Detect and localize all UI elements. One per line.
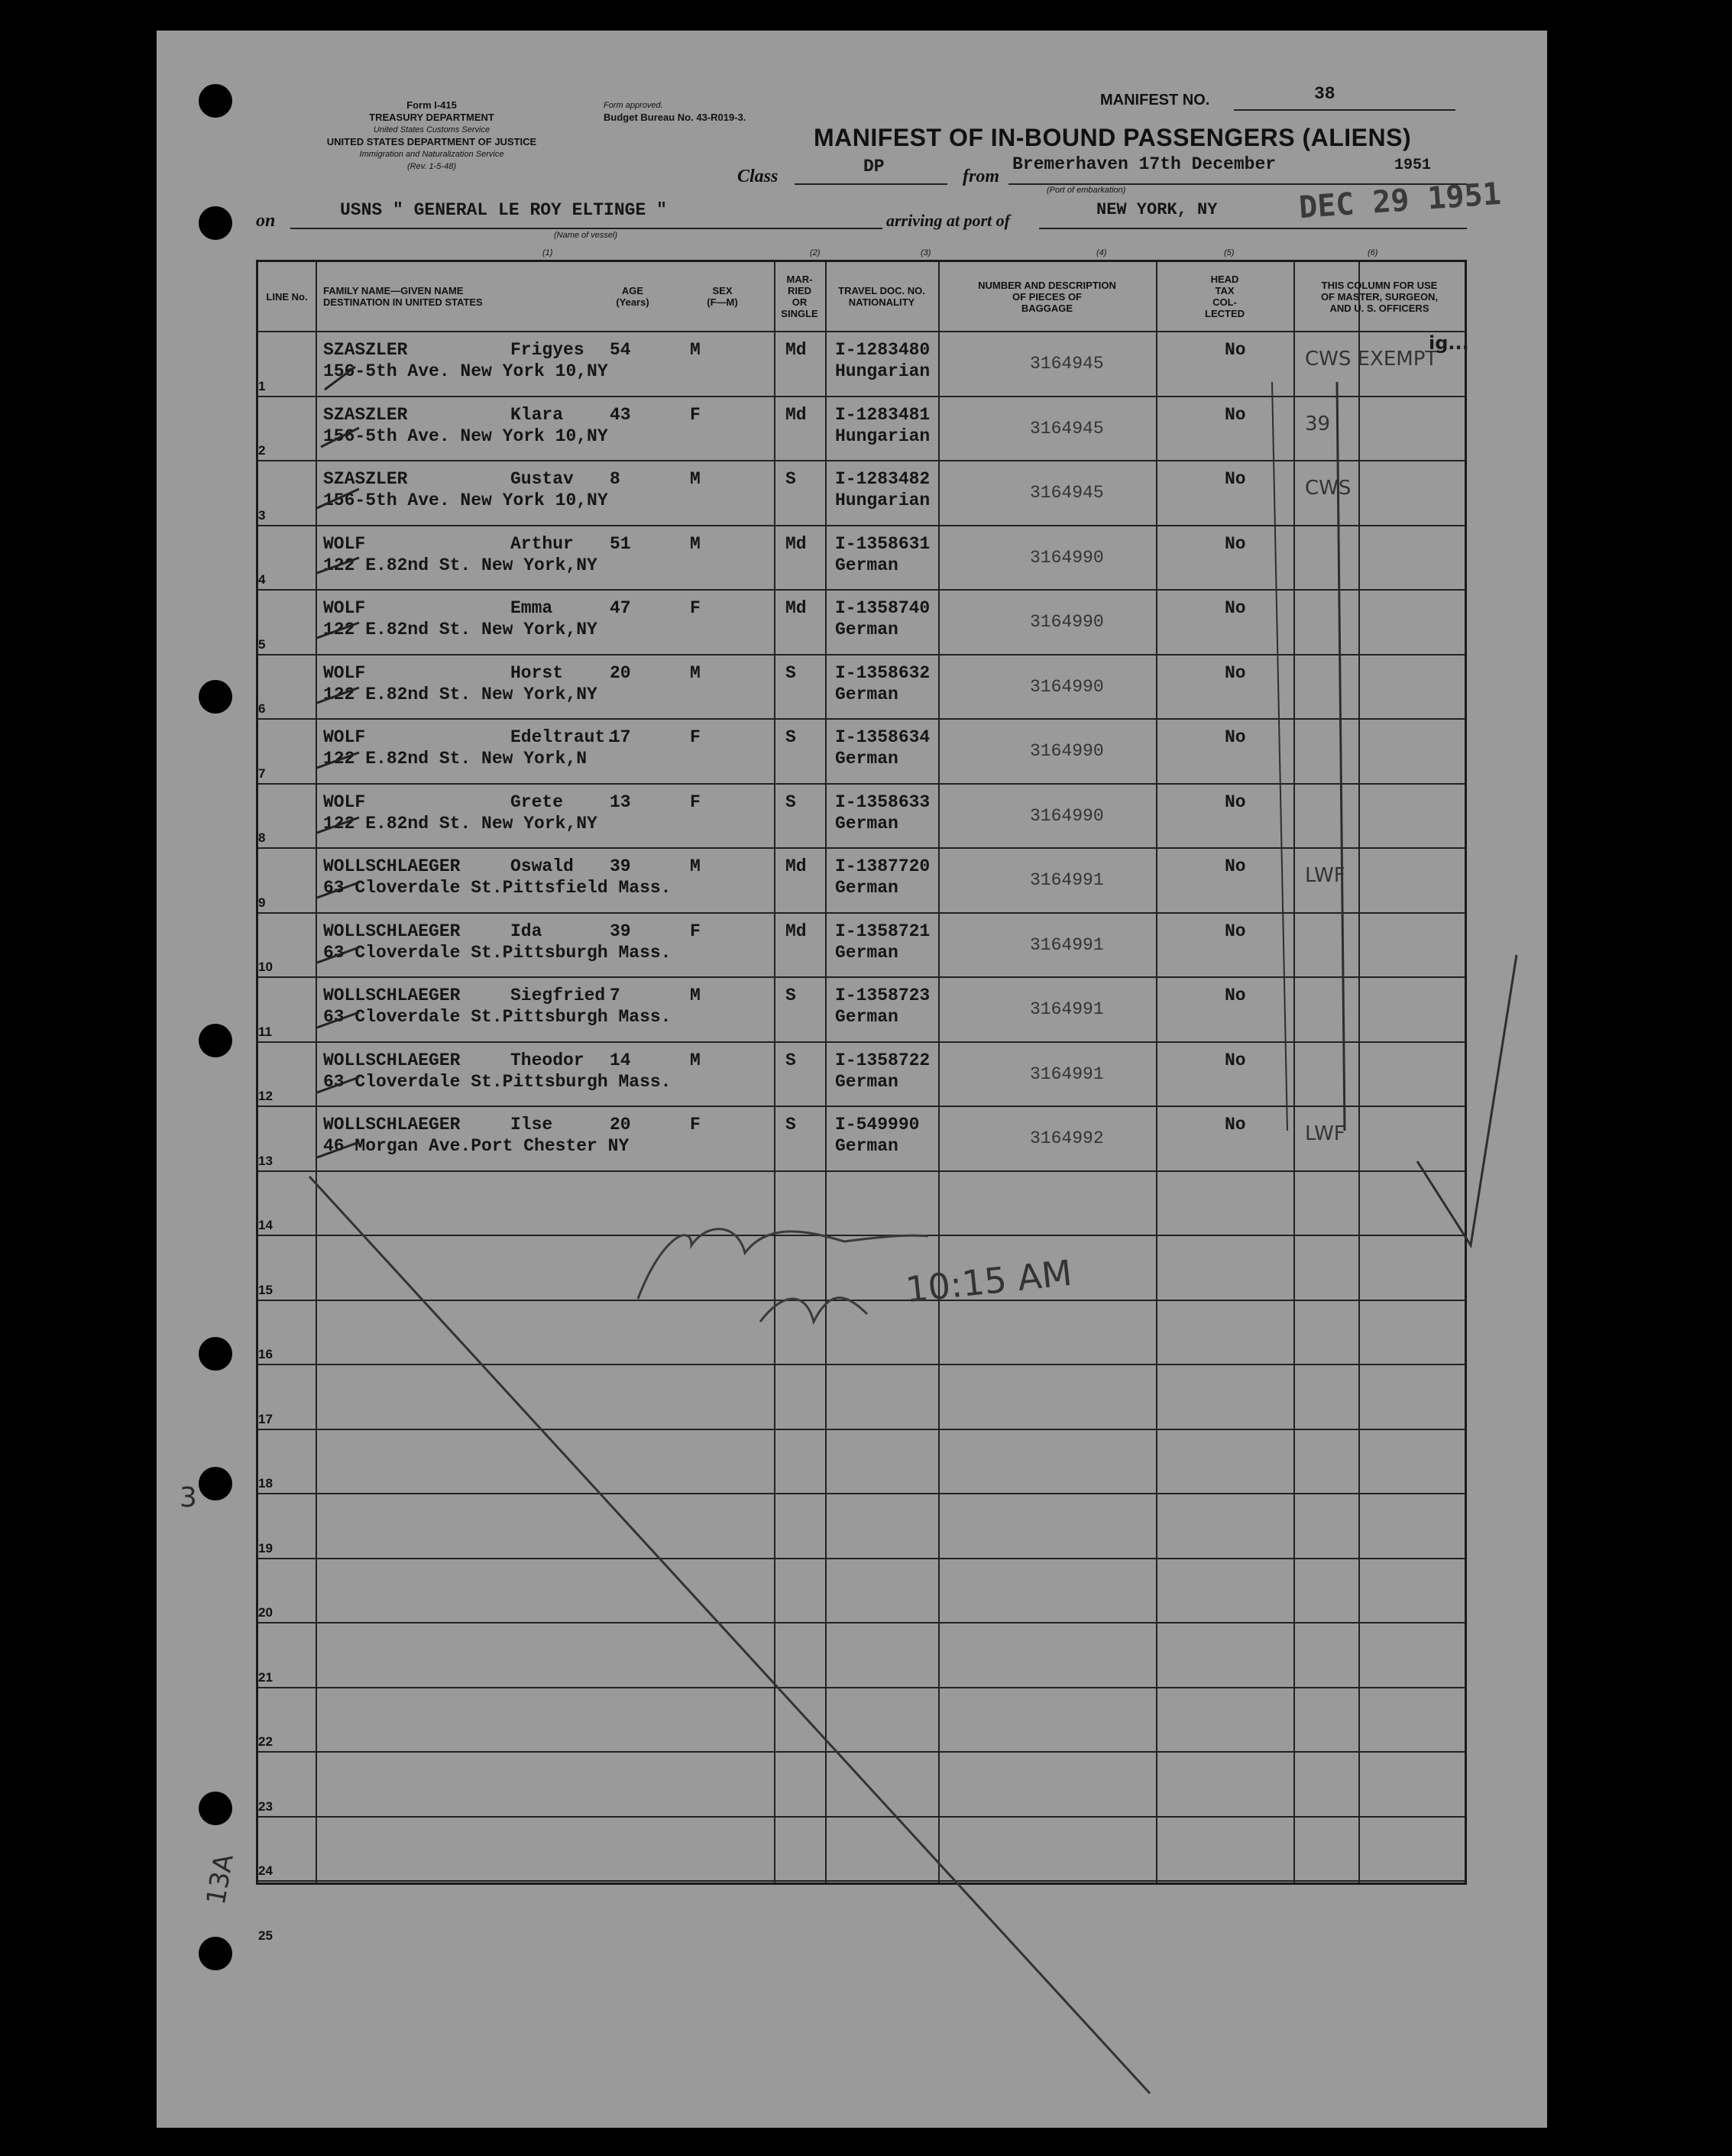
given-name: Theodor: [510, 1050, 584, 1070]
col-header-name: FAMILY NAME—GIVEN NAME DESTINATION IN UNITED STATES: [323, 285, 483, 308]
nationality: German: [835, 878, 898, 898]
family-name: SZASZLER: [323, 469, 408, 489]
head-tax: No: [1225, 598, 1246, 618]
destination: 122 E.82nd St. New York,N: [323, 749, 588, 769]
family-name: WOLF: [323, 533, 366, 554]
line-number: 23: [258, 1798, 273, 1814]
form-approved: Form approved.: [604, 101, 663, 110]
officer-notes: CWS: [1305, 477, 1352, 500]
age: 13: [610, 792, 631, 812]
line-number: 17: [258, 1411, 273, 1426]
travel-doc-no: I-1358634: [835, 727, 931, 747]
nationality: German: [835, 1007, 898, 1027]
budget-bureau-no: Budget Bureau No. 43-R019-3.: [604, 112, 746, 123]
manifest-number-label: MANIFEST NO.: [1100, 92, 1210, 108]
margin-ticks: [317, 367, 359, 1157]
customs-service: United States Customs Service: [373, 125, 490, 134]
line-number: 19: [258, 1540, 273, 1555]
line-number: 18: [258, 1476, 273, 1491]
age: 51: [610, 533, 631, 554]
family-name: WOLLSCHLAEGER: [323, 1050, 461, 1070]
officer-notes: LWF: [1305, 864, 1345, 887]
nationality: Hungarian: [835, 426, 931, 446]
sex: F: [690, 404, 701, 425]
date-stamp: DEC 29 1951: [1297, 176, 1503, 226]
baggage-number: 3164990: [1030, 612, 1104, 632]
marital-status: Md: [785, 598, 807, 618]
head-tax: No: [1225, 404, 1246, 425]
line-number: 3: [258, 507, 266, 523]
given-name: Oswald: [510, 856, 574, 876]
sex: F: [690, 598, 701, 618]
nationality: German: [835, 1136, 898, 1156]
travel-doc-no: I-1358631: [835, 533, 931, 554]
manifest-title: MANIFEST OF IN-BOUND PASSENGERS (ALIENS): [814, 124, 1412, 151]
justice-dept: UNITED STATES DEPARTMENT OF JUSTICE: [326, 136, 537, 147]
age: 14: [610, 1050, 631, 1070]
sex: F: [690, 727, 701, 747]
bracket-line: [1337, 382, 1345, 1131]
given-name: Emma: [510, 598, 553, 618]
line-number: 5: [258, 636, 266, 652]
line-number: 2: [258, 443, 266, 458]
marital-status: Md: [785, 340, 807, 360]
col-header-baggage: NUMBER AND DESCRIPTION OF PIECES OF BAGGAGE: [978, 279, 1116, 314]
line-number: 25: [258, 1928, 273, 1943]
head-tax: No: [1225, 1050, 1246, 1070]
nationality: German: [835, 1071, 898, 1092]
nationality: German: [835, 555, 898, 575]
marital-status: S: [785, 792, 796, 812]
sex: F: [690, 792, 701, 812]
handwriting-overlay: [157, 31, 1547, 2128]
sex: M: [690, 986, 701, 1005]
line-number: 24: [258, 1863, 273, 1878]
baggage-number: 3164991: [1030, 1063, 1104, 1084]
from-value: Bremerhaven 17th December: [1012, 154, 1277, 174]
line-number: 7: [258, 766, 266, 781]
marital-status: S: [785, 1115, 796, 1135]
sex: M: [690, 469, 701, 489]
destination: 63 Cloverdale St.Pittsburgh Mass.: [323, 942, 672, 963]
manifest-number-value: 38: [1314, 84, 1335, 104]
age: 17: [610, 727, 631, 747]
family-name: WOLLSCHLAEGER: [323, 986, 461, 1005]
col-header-sex: SEX (F—M): [707, 285, 738, 308]
age: 39: [610, 856, 631, 876]
baggage-number: 3164990: [1030, 741, 1104, 761]
col-header-line: LINE No.: [266, 290, 308, 303]
travel-doc-no: I-1358633: [835, 792, 931, 812]
age: 54: [610, 340, 631, 360]
col-header-headtax: HEAD TAX COL- LECTED: [1205, 274, 1245, 319]
cancel-line: [309, 1177, 1150, 2093]
age: 47: [610, 598, 631, 618]
marital-status: S: [785, 469, 796, 489]
line-number: 21: [258, 1669, 273, 1685]
marital-status: Md: [785, 856, 807, 876]
column-3-number: (3): [921, 248, 931, 257]
bracket-line: [1272, 382, 1287, 1131]
marital-status: S: [785, 986, 796, 1005]
travel-doc-no: I-1283481: [835, 404, 931, 425]
age: 39: [610, 921, 631, 941]
year-value: 1951: [1394, 157, 1432, 174]
age: 43: [610, 404, 631, 425]
marital-status: S: [785, 662, 796, 683]
column-4-number: (4): [1096, 248, 1107, 257]
col-header-officers: THIS COLUMN FOR USE OF MASTER, SURGEON, AND U. S. OFFICERS: [1320, 279, 1439, 314]
vessel-note: (Name of vessel): [554, 231, 618, 240]
column-2-number: (2): [810, 248, 821, 257]
initials-scribble: [760, 1298, 867, 1322]
head-tax: No: [1225, 792, 1246, 812]
column-1-number: (1): [542, 248, 553, 257]
baggage-number: 3164991: [1030, 999, 1104, 1019]
family-name: WOLF: [323, 727, 366, 747]
form-number: Form I-415: [406, 99, 457, 111]
sex: F: [690, 921, 701, 941]
officer-notes: CWS EXEMPT: [1305, 348, 1438, 371]
given-name: Gustav: [510, 469, 574, 489]
class-label: Class: [737, 167, 779, 186]
given-name: Grete: [510, 792, 564, 812]
nationality: Hungarian: [835, 361, 931, 381]
check-mark: [1417, 955, 1517, 1245]
ig-annotation: ig...: [1429, 332, 1469, 354]
nationality: German: [835, 749, 898, 769]
destination: 63 Cloverdale St.Pittsfield Mass.: [323, 878, 672, 898]
treasury-dept: TREASURY DEPARTMENT: [369, 112, 494, 123]
on-label: on: [256, 211, 276, 231]
line-number: 8: [258, 830, 266, 845]
travel-doc-no: I-549990: [835, 1115, 920, 1135]
travel-doc-no: I-1358722: [835, 1050, 931, 1070]
baggage-number: 3164990: [1030, 676, 1104, 697]
baggage-number: 3164991: [1030, 870, 1104, 890]
officer-signature: [638, 1229, 928, 1299]
marital-status: S: [785, 1050, 796, 1070]
head-tax: No: [1225, 921, 1246, 941]
line-number: 9: [258, 895, 266, 910]
nationality: German: [835, 813, 898, 834]
given-name: Edeltraut.: [510, 727, 617, 747]
age: 7: [610, 986, 620, 1005]
head-tax: No: [1225, 856, 1246, 876]
baggage-number: 3164945: [1030, 483, 1104, 503]
time-annotation: 10:15 AM: [903, 1251, 1074, 1311]
sex: M: [690, 340, 701, 360]
baggage-number: 3164990: [1030, 805, 1104, 826]
destination: 46 Morgan Ave.Port Chester NY: [323, 1136, 630, 1156]
line-number: 16: [258, 1347, 273, 1361]
class-value: DP: [863, 157, 885, 176]
given-name: Frigyes: [510, 340, 584, 360]
nationality: Hungarian: [835, 490, 931, 510]
head-tax: No: [1225, 469, 1246, 489]
given-name: Ida: [510, 921, 542, 941]
destination: 156-5th Ave. New York 10,NY: [323, 426, 608, 446]
baggage-number: 3164990: [1030, 547, 1104, 568]
given-name: Klara: [510, 404, 564, 425]
marital-status: Md: [785, 404, 807, 425]
line-number: 13: [258, 1153, 273, 1168]
nationality: German: [835, 942, 898, 963]
marital-status: S: [785, 727, 796, 747]
travel-doc-no: I-1283480: [835, 340, 931, 360]
travel-doc-no: I-1358721: [835, 921, 931, 941]
marital-status: Md: [785, 533, 807, 554]
destination: 122 E.82nd St. New York,NY: [323, 555, 597, 575]
family-name: SZASZLER: [323, 404, 408, 425]
col-header-married: MAR- RIED OR SINGLE: [781, 274, 818, 319]
family-name: WOLF: [323, 792, 366, 812]
baggage-number: 3164945: [1030, 354, 1104, 374]
arriving-label: arriving at port of: [886, 211, 1010, 230]
destination: 63 Cloverdale St.Pittsburgh Mass.: [323, 1007, 672, 1027]
line-number: 14: [258, 1218, 273, 1232]
age: 20: [610, 662, 631, 683]
baggage-number: 3164992: [1030, 1128, 1104, 1148]
officer-notes: 39: [1305, 412, 1331, 435]
family-name: SZASZLER: [323, 340, 408, 360]
line-number: 15: [258, 1282, 273, 1297]
sex: F: [690, 1115, 701, 1135]
age: 8: [610, 469, 620, 489]
age: 20: [610, 1115, 631, 1135]
given-name: Horst: [510, 662, 564, 683]
head-tax: No: [1225, 662, 1246, 683]
family-name: WOLLSCHLAEGER: [323, 921, 461, 941]
ins-service: Immigration and Naturalization Service: [359, 150, 504, 159]
column-5-number: (5): [1224, 248, 1235, 257]
family-name: WOLF: [323, 598, 366, 618]
destination: 156-5th Ave. New York 10,NY: [323, 361, 608, 381]
family-name: WOLLSCHLAEGER: [323, 1115, 461, 1135]
destination: 122 E.82nd St. New York,NY: [323, 684, 597, 704]
margin-mark-13a: 13A: [200, 1851, 240, 1908]
head-tax: No: [1225, 986, 1246, 1005]
line-number: 1: [258, 378, 266, 393]
destination: 122 E.82nd St. New York,NY: [323, 620, 597, 639]
family-name: WOLLSCHLAEGER: [323, 856, 461, 876]
given-name: Siegfried: [510, 986, 606, 1005]
sex: M: [690, 662, 701, 683]
from-label: from: [963, 167, 999, 186]
line-number: 12: [258, 1089, 273, 1103]
head-tax: No: [1225, 1115, 1246, 1135]
col-header-age: AGE (Years): [616, 285, 649, 308]
line-number: 11: [258, 1024, 272, 1039]
destination: 63 Cloverdale St.Pittsburgh Mass.: [323, 1071, 672, 1092]
baggage-number: 3164991: [1030, 934, 1104, 955]
head-tax: No: [1225, 340, 1246, 360]
manifest-sheet: [157, 31, 1547, 2128]
sex: M: [690, 856, 701, 876]
nationality: German: [835, 620, 898, 639]
marital-status: Md: [785, 921, 807, 941]
head-tax: No: [1225, 727, 1246, 747]
col-header-travel: TRAVEL DOC. NO. NATIONALITY: [838, 285, 925, 308]
line-number: 4: [258, 572, 266, 587]
travel-doc-no: I-1358723: [835, 986, 931, 1005]
line-number: 10: [258, 960, 273, 974]
vessel-value: USNS " GENERAL LE ROY ELTINGE ": [340, 200, 667, 220]
destination: 156-5th Ave. New York 10,NY: [323, 490, 608, 510]
family-name: WOLF: [323, 662, 366, 683]
travel-doc-no: I-1387720: [835, 856, 931, 876]
sex: M: [690, 533, 701, 554]
officer-notes: LWF: [1305, 1122, 1345, 1145]
sex: M: [690, 1050, 701, 1070]
baggage-number: 3164945: [1030, 418, 1104, 439]
given-name: Ilse: [510, 1115, 553, 1135]
margin-mark-3: 3: [180, 1482, 197, 1513]
line-number: 6: [258, 701, 266, 716]
column-6-number: (6): [1368, 248, 1378, 257]
line-number: 20: [258, 1605, 273, 1620]
travel-doc-no: I-1283482: [835, 469, 931, 489]
given-name: Arthur: [510, 533, 574, 554]
line-number: 22: [258, 1734, 273, 1749]
port-embarkation-note: (Port of embarkation): [1047, 186, 1126, 195]
travel-doc-no: I-1358740: [835, 598, 931, 618]
destination: 122 E.82nd St. New York,NY: [323, 813, 597, 834]
travel-doc-no: I-1358632: [835, 662, 931, 683]
form-revision: (Rev. 1-5-48): [407, 162, 456, 171]
head-tax: No: [1225, 533, 1246, 554]
arriving-value: NEW YORK, NY: [1096, 200, 1218, 219]
nationality: German: [835, 684, 898, 704]
